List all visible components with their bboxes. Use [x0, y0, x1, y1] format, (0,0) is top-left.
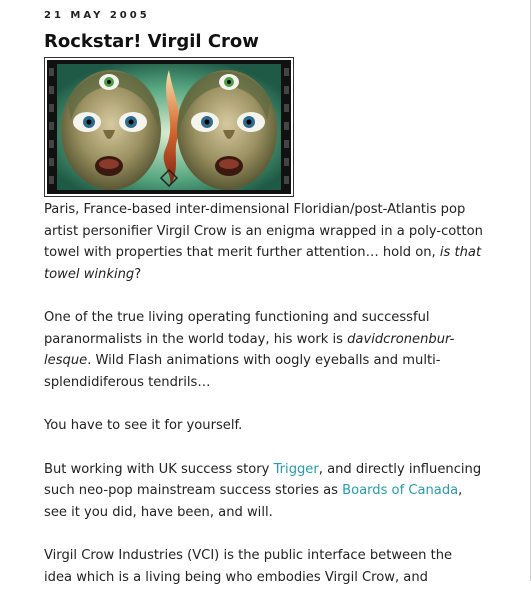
post-date: 21 MAY 2005 — [44, 10, 150, 21]
post-image — [44, 57, 294, 197]
paragraph-text: One of the true living operating functioning and successful paranormalists in the world today, his work is — [44, 310, 430, 347]
post-title[interactable]: Rockstar! Virgil Crow — [44, 31, 259, 52]
paragraph-text: Virgil Crow Industries (VCI) is the public interface between the idea which is a living being who embodies Virgil Crow, and — [44, 548, 453, 585]
artwork-image — [47, 60, 291, 194]
paragraph-2 — [44, 307, 484, 393]
blog-post — [44, 10, 484, 610]
trigger-link[interactable]: Trigger — [273, 461, 319, 477]
paragraph-5 — [44, 545, 484, 588]
paragraph-text: Paris, France-based inter-dimensional Floridian/post-Atlantis pop artist personifier Virgil Crow is an enigma wrapped in a poly-cotton towel with properties that merit further attention… hold on, — [44, 202, 483, 260]
paragraph-text: You have to see it for yourself. — [44, 418, 243, 433]
paragraph-1 — [44, 199, 484, 285]
paragraph-4 — [44, 459, 484, 524]
paragraph-text: ? — [134, 266, 142, 282]
emphasis: is that towel winking — [44, 245, 482, 282]
boards-of-canada-link[interactable]: Boards of Canada — [342, 483, 459, 498]
paragraph-text: , and directly influencing such neo-pop mainstream success stories as — [44, 461, 482, 498]
paragraph-text: , see it you did, have been, and will. — [44, 483, 463, 520]
post-body — [44, 199, 484, 588]
paragraph-3 — [44, 415, 484, 437]
paragraph-text: But working with UK success story — [44, 461, 274, 477]
paragraph-text: . Wild Flash animations with oogly eyeballs and multi-splendidiferous tendrils… — [44, 353, 441, 390]
emphasis: davidcronenbur-lesque — [44, 331, 455, 368]
